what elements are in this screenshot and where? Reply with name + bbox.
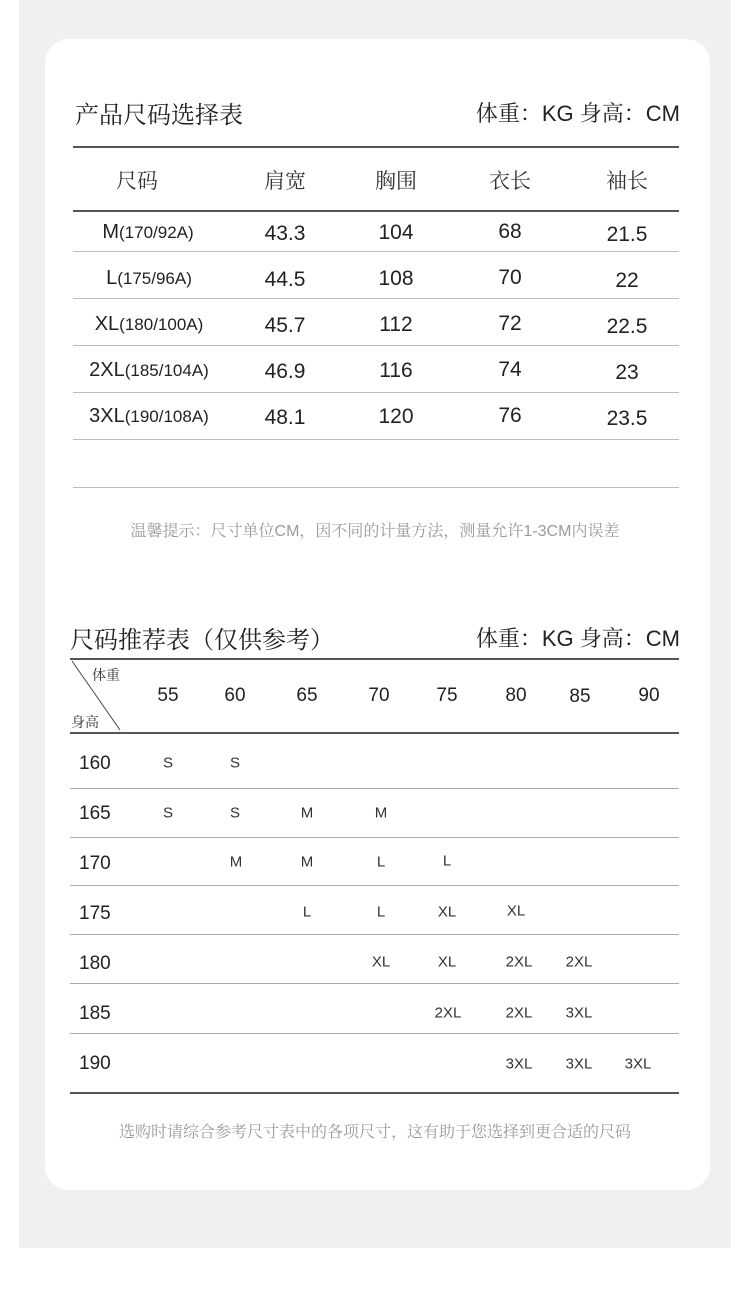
row-divider	[70, 885, 679, 886]
recommend-cell: L	[376, 903, 386, 921]
recommend-cell: 3XL	[624, 1055, 652, 1073]
recommend-cell: S	[162, 754, 174, 772]
height-label: 170	[79, 853, 111, 874]
recommend-cell: 3XL	[565, 1055, 593, 1073]
recommend-cell: S	[229, 754, 241, 772]
recommend-cell: S	[162, 804, 174, 822]
chest-cell: 116	[379, 359, 413, 382]
row-divider	[70, 934, 679, 935]
header-chest: 胸围	[375, 170, 417, 193]
height-label: 165	[79, 803, 111, 824]
shoulder-cell: 44.5	[264, 268, 306, 291]
recommend-cell: 2XL	[434, 1004, 462, 1022]
recommend-cell: 2XL	[565, 953, 593, 971]
size-cell: M(170/92A)	[102, 221, 194, 243]
chest-cell: 112	[379, 313, 413, 336]
recommend-cell: M	[229, 853, 243, 871]
weight-header: 90	[638, 685, 660, 706]
height-label: 160	[79, 753, 111, 774]
shoulder-cell: 46.9	[264, 360, 306, 383]
chest-cell: 108	[378, 267, 414, 290]
recommend-cell: L	[302, 903, 312, 921]
size-cell: 2XL(185/104A)	[89, 359, 209, 381]
recommend-cell: M	[374, 804, 388, 822]
size-table-note: 温馨提示：尺寸单位CM，因不同的计量方法，测量允许1-3CM内误差	[130, 523, 620, 540]
recommend-table-bottom-rule	[70, 1092, 679, 1094]
size-table-title: 产品尺码选择表	[75, 102, 243, 129]
weight-header: 80	[505, 685, 527, 706]
recommend-cell: 3XL	[505, 1055, 533, 1073]
header-sleeve: 袖长	[606, 170, 648, 193]
recommend-table-title: 尺码推荐表（仅供参考）	[70, 627, 334, 654]
size-table-top-rule	[73, 146, 679, 148]
row-divider	[70, 1033, 679, 1034]
weight-header: 85	[569, 686, 591, 707]
row-divider	[73, 392, 679, 393]
recommend-cell: XL	[437, 903, 457, 921]
length-cell: 68	[498, 220, 522, 243]
shoulder-cell: 48.1	[264, 406, 306, 429]
recommend-cell: 2XL	[505, 953, 533, 971]
sleeve-cell: 21.5	[606, 223, 648, 246]
height-label: 180	[79, 953, 111, 974]
recommend-cell: L	[442, 852, 452, 870]
weight-header: 65	[296, 685, 318, 706]
row-divider	[70, 837, 679, 838]
recommend-cell: XL	[506, 902, 526, 920]
sleeve-cell: 23.5	[606, 407, 648, 430]
recommend-table-top-rule	[70, 658, 679, 660]
weight-header: 70	[368, 685, 390, 706]
row-divider	[73, 439, 679, 440]
size-cell: 3XL(190/108A)	[89, 405, 209, 427]
chest-cell: 104	[378, 221, 414, 244]
height-label: 190	[79, 1053, 111, 1074]
corner-weight-label: 体重	[92, 667, 120, 683]
recommend-cell: S	[229, 804, 241, 822]
recommend-cell: M	[300, 853, 314, 871]
recommend-table-header-rule	[70, 732, 679, 734]
row-divider	[70, 983, 679, 984]
recommend-cell: L	[376, 853, 386, 871]
length-cell: 72	[498, 312, 522, 335]
size-guide-card	[45, 39, 710, 1190]
length-cell: 76	[498, 404, 522, 427]
recommend-cell: M	[300, 804, 314, 822]
sleeve-cell: 23	[615, 361, 639, 384]
recommend-cell: XL	[437, 953, 457, 971]
length-cell: 70	[498, 266, 522, 289]
header-size: 尺码	[116, 170, 158, 193]
recommend-cell: 3XL	[565, 1004, 593, 1022]
chest-cell: 120	[378, 405, 414, 428]
weight-header: 60	[224, 685, 246, 706]
size-table-bottom-rule	[73, 487, 679, 488]
size-table-header-rule	[73, 210, 679, 212]
shoulder-cell: 43.3	[264, 222, 306, 245]
row-divider	[70, 788, 679, 789]
row-divider	[73, 345, 679, 346]
header-length: 衣长	[489, 170, 531, 193]
recommend-table-note: 选购时请综合参考尺寸表中的各项尺寸，这有助于您选择到更合适的尺码	[118, 1124, 631, 1141]
sleeve-cell: 22.5	[606, 315, 648, 338]
height-label: 175	[79, 903, 111, 924]
header-shoulder: 肩宽	[264, 170, 306, 193]
recommend-cell: 2XL	[505, 1004, 533, 1022]
weight-header: 55	[157, 685, 179, 706]
size-table-units: 体重：KG 身高：CM	[475, 101, 680, 126]
sleeve-cell: 22	[615, 269, 639, 292]
size-cell: XL(180/100A)	[94, 313, 204, 335]
corner-height-label: 身高	[71, 714, 99, 730]
height-label: 185	[79, 1003, 111, 1024]
size-cell: L(175/96A)	[106, 267, 192, 289]
length-cell: 74	[498, 358, 522, 381]
weight-header: 75	[436, 685, 458, 706]
shoulder-cell: 45.7	[264, 314, 306, 337]
recommend-table-units: 体重：KG 身高：CM	[475, 626, 680, 651]
row-divider	[73, 298, 679, 299]
recommend-cell: XL	[371, 953, 391, 971]
row-divider	[73, 251, 679, 252]
